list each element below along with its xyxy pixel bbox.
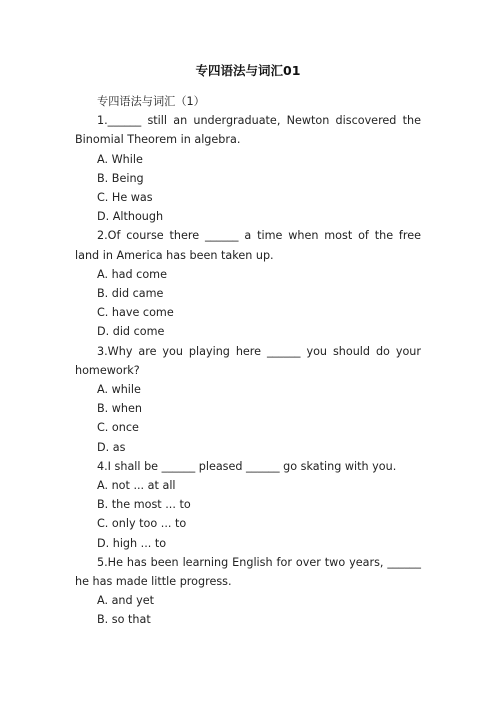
option-b: B. did came <box>97 287 164 301</box>
question-stem: 5.He has been learning English for over two years, ______ he has made little progress. <box>75 555 421 589</box>
option-a: A. and yet <box>97 594 155 608</box>
option-c: C. once <box>97 421 139 435</box>
option-d: D. Although <box>97 210 164 224</box>
question-1 <box>75 111 421 226</box>
option-c: C. only too ... to <box>97 517 187 531</box>
question-5 <box>75 553 421 630</box>
option-a: A. while <box>97 383 141 397</box>
question-3 <box>75 342 421 457</box>
option-d: D. high ... to <box>97 536 167 550</box>
question-2 <box>75 226 421 341</box>
option-c: C. He was <box>97 191 153 205</box>
question-stem: 2.Of course there ______ a time when most of the free land in America has been taken up. <box>75 229 421 262</box>
section-subtitle: 专四语法与词汇（1） <box>97 95 205 108</box>
option-a: A. not ... at all <box>97 479 176 493</box>
option-d: D. as <box>97 440 126 454</box>
document-body <box>75 92 421 630</box>
option-b: B. so that <box>97 613 151 627</box>
option-d: D. did come <box>97 325 165 339</box>
document-title: 专四语法与词汇01 <box>195 63 301 78</box>
question-stem: 1.______ still an undergraduate, Newton discovered the Binomial Theorem in algebra. <box>75 114 421 147</box>
option-a: A. had come <box>97 267 167 281</box>
option-c: C. have come <box>97 306 174 320</box>
option-b: B. Being <box>97 171 144 185</box>
question-stem: 3.Why are you playing here ______ you should do your homework? <box>75 344 421 377</box>
question-4 <box>75 457 421 553</box>
option-a: A. While <box>97 152 143 166</box>
option-b: B. when <box>97 402 143 416</box>
question-stem: 4.I shall be ______ pleased ______ go skating with you. <box>97 459 397 473</box>
option-b: B. the most ... to <box>97 498 191 512</box>
